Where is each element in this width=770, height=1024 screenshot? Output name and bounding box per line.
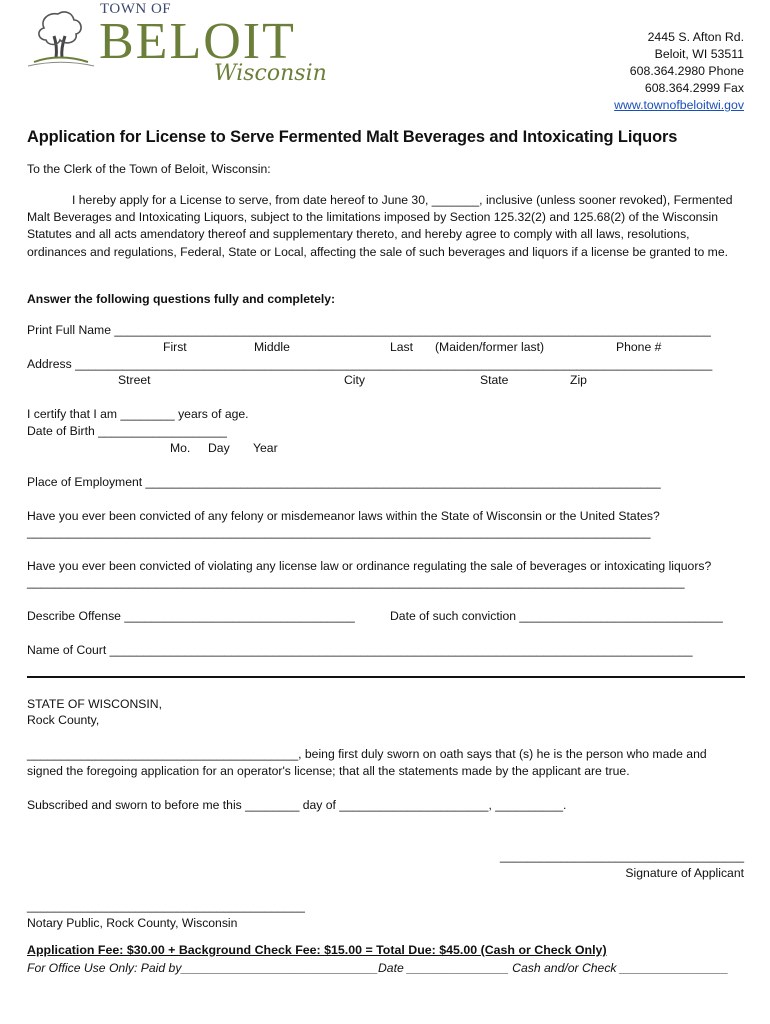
page-title: Application for License to Serve Fermented Malt Beverages and Intoxicating Liquors	[27, 128, 678, 146]
tree-icon	[26, 6, 96, 72]
logo-town-of: TOWN OF	[100, 1, 172, 17]
state-label: State	[480, 373, 509, 387]
contact-city: Beloit, WI 53511	[654, 47, 744, 61]
section-divider	[27, 676, 745, 678]
city-label: City	[344, 373, 365, 387]
zip-label: Zip	[570, 373, 587, 387]
office-use-line: For Office Use Only: Paid by_____________________________Date _______________ Cash and/or Check ________________	[27, 961, 729, 975]
age-field[interactable]: I certify that I am ________ years of age.	[27, 407, 249, 421]
contact-block	[614, 29, 744, 114]
state-heading: STATE OF WISCONSIN,	[27, 697, 162, 711]
offense-field[interactable]: Describe Offense __________________________________	[27, 609, 355, 623]
license-question: Have you ever been convicted of violating any license law or ordinance regulating the sale of beverages or intoxicating liquors?	[27, 559, 712, 573]
license-answer-field[interactable]: _________________________________________________________________________________________________	[27, 575, 685, 589]
website-link[interactable]: www.townofbeloitwi.gov	[614, 98, 744, 112]
dob-year-label: Year	[253, 441, 278, 455]
address-field[interactable]: Address ______________________________________________________________________________________________	[27, 357, 713, 371]
instructions: Answer the following questions fully and completely:	[27, 292, 336, 306]
contact-street: 2445 S. Afton Rd.	[647, 30, 744, 44]
felony-question: Have you ever been convicted of any felony or misdemeanor laws within the State of Wisconsin or the United States?	[27, 509, 660, 523]
felony-answer-field[interactable]: ____________________________________________________________________________________________	[27, 525, 651, 539]
county-heading: Rock County,	[27, 713, 100, 727]
dob-day-label: Day	[208, 441, 230, 455]
middle-label: Middle	[254, 340, 290, 354]
signature-label: Signature of Applicant	[625, 866, 744, 880]
subscribed-line[interactable]: Subscribed and sworn to before me this ________ day of ______________________, __________.	[27, 798, 567, 812]
notary-line[interactable]: _________________________________________	[27, 899, 305, 913]
dob-month-label: Mo.	[170, 441, 191, 455]
intro-paragraph: I hereby apply for a License to serve, from date hereof to June 30, _______, inclusive (unless sooner revoked), Fermented Malt Beverages and Intoxicating Liquors, subject to the limitations imposed by Section 125.32(2) and 125.68(2) of the Wisconsin Statutes and all acts amendatory thereof and supplementary thereto, and hereby agree to comply with all laws, resolutions, ordinances and regulations, Federal, State or Local, affecting the sale of such beverages and liquors if a license be granted to me.	[27, 193, 733, 259]
logo-wisconsin: Wisconsin	[214, 61, 327, 86]
notary-label: Notary Public, Rock County, Wisconsin	[27, 916, 238, 930]
court-field[interactable]: Name of Court ______________________________________________________________________________________	[27, 643, 693, 657]
contact-fax: 608.364.2999 Fax	[644, 81, 744, 95]
contact-phone: 608.364.2980 Phone	[629, 64, 744, 78]
conviction-date-field[interactable]: Date of such conviction ______________________________	[390, 609, 723, 623]
first-label: First	[163, 340, 187, 354]
employment-field[interactable]: Place of Employment ____________________________________________________________________________	[27, 475, 661, 489]
maiden-label: (Maiden/former last)	[435, 340, 545, 354]
signature-line[interactable]: ____________________________________	[499, 849, 744, 863]
dob-field[interactable]: Date of Birth ___________________	[27, 424, 227, 438]
full-name-field[interactable]: Print Full Name ________________________________________________________________________________________	[27, 323, 711, 337]
phone-label: Phone #	[616, 340, 662, 354]
logo-beloit: BELOIT	[99, 13, 296, 70]
street-label: Street	[118, 373, 151, 387]
salutation: To the Clerk of the Town of Beloit, Wisconsin:	[27, 162, 271, 176]
oath-paragraph: ________________________________________, being first duly sworn on oath says that (s) he is the person who made and signed the foregoing application for an operator's license; that all the statements made by the applicant are true.	[27, 747, 707, 779]
last-label: Last	[390, 340, 414, 354]
fee-notice: Application Fee: $30.00 + Background Check Fee: $15.00 = Total Due: $45.00 (Cash or Check Only)	[27, 943, 607, 957]
